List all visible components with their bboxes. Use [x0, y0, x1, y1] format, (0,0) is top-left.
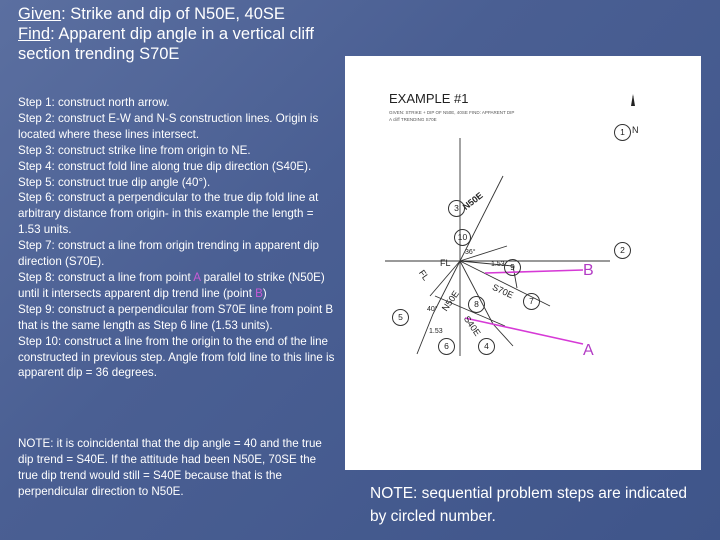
step-2: Step 2: construct E-W and N-S construction lines. Origin is located where these lines intersect. [18, 111, 319, 141]
find-line [18, 24, 348, 64]
fold-n50e-label: N50E [439, 288, 461, 313]
north-arrowhead [631, 94, 635, 106]
fl-label-lower: FL [416, 268, 432, 283]
find-text: : Apparent dip angle in a vertical cliff section trending S70E [18, 25, 314, 63]
north-label: N [632, 125, 639, 135]
step-circle-5: 5 [392, 309, 409, 326]
fl-label-upper: FL [440, 258, 451, 268]
figure-subtitle-2: A cliff TRENDING S70E [389, 117, 437, 122]
length-label-upper: 1.53 [491, 261, 505, 268]
step-8-point-b: B [255, 286, 263, 300]
step-circle-9: 9 [504, 259, 521, 276]
given-text: : Strike and dip of N50E, 40SE [61, 5, 285, 23]
given-label: Given [18, 5, 62, 23]
point-a-label: A [583, 342, 594, 359]
step-circle-8: 8 [468, 296, 485, 313]
step-8 [18, 270, 338, 302]
figure-subtitle-1: GIVEN: STRIKE + DIP OF N50E, 40SE FIND: APPARENT DIP [389, 110, 515, 115]
steps-list [18, 95, 338, 381]
angle-40-label: 40° [427, 306, 438, 313]
true-dip-fold-line [460, 261, 493, 324]
step-1: Step 1: construct north arrow. [18, 96, 170, 109]
step-10: Step 10: construct a line from the origin to the end of the line constructed in previous step. Angle from fold line to this line is apparent dip = 36 degrees. [18, 334, 335, 380]
step-4: Step 4: construct fold line along true dip direction (S40E). [18, 159, 312, 173]
step-circle-3: 3 [448, 200, 465, 217]
step-6: Step 6: construct a perpendicular to the true dip fold line at arbitrary distance from origin- in this example the length = 1.53 units. [18, 191, 319, 237]
length-label-lower: 1.53 [429, 328, 443, 335]
find-label: Find [18, 25, 51, 43]
strike-label: N50E [460, 190, 485, 212]
note-circled-steps: NOTE: sequential problem steps are indicated by circled number. [370, 485, 688, 525]
step-circle-1: 1 [614, 124, 631, 141]
step-8-point-a: A [193, 270, 201, 284]
magenta-line-to-b [485, 270, 583, 273]
step-circle-4: 4 [478, 338, 495, 355]
step-circle-6: 6 [438, 338, 455, 355]
step-7: Step 7: construct a line from origin trending in apparent dip direction (S70E). [18, 239, 319, 269]
true-trend-label: S40E [461, 314, 483, 338]
problem-statement [18, 4, 348, 64]
step-circle-7: 7 [523, 293, 540, 310]
step-circle-10: 10 [454, 229, 471, 246]
step-circle-2: 2 [614, 242, 631, 259]
step-8-close: ) [262, 286, 267, 300]
point-b-label: B [583, 262, 594, 279]
step-3: Step 3: construct strike line from origin to NE. [18, 143, 251, 157]
figure-title: EXAMPLE #1 [389, 91, 469, 106]
step-8-before: Step 8: construct a line from point [18, 270, 194, 284]
step-9: Step 9: construct a perpendicular from S70E line from point B that is the same length as Step 6 line (1.53 units). [18, 302, 334, 332]
construction-diagram [345, 56, 701, 470]
given-line [18, 4, 348, 24]
step-5: Step 5: construct true dip angle (40°). [18, 175, 211, 189]
angle-36-label: 36° [465, 249, 476, 256]
apparent-trend-label: S70E [490, 282, 515, 301]
note-coincidence: NOTE: it is coincidental that the dip angle = 40 and the true dip trend = S40E. If the attitude had been N50E, 70SE the true dip trend would still = S40E because that is the perpendicular direction to N50E. [18, 437, 322, 498]
step-8-after: parallel to strike (N50E) until it intersects apparent dip trend line (point [18, 270, 325, 300]
